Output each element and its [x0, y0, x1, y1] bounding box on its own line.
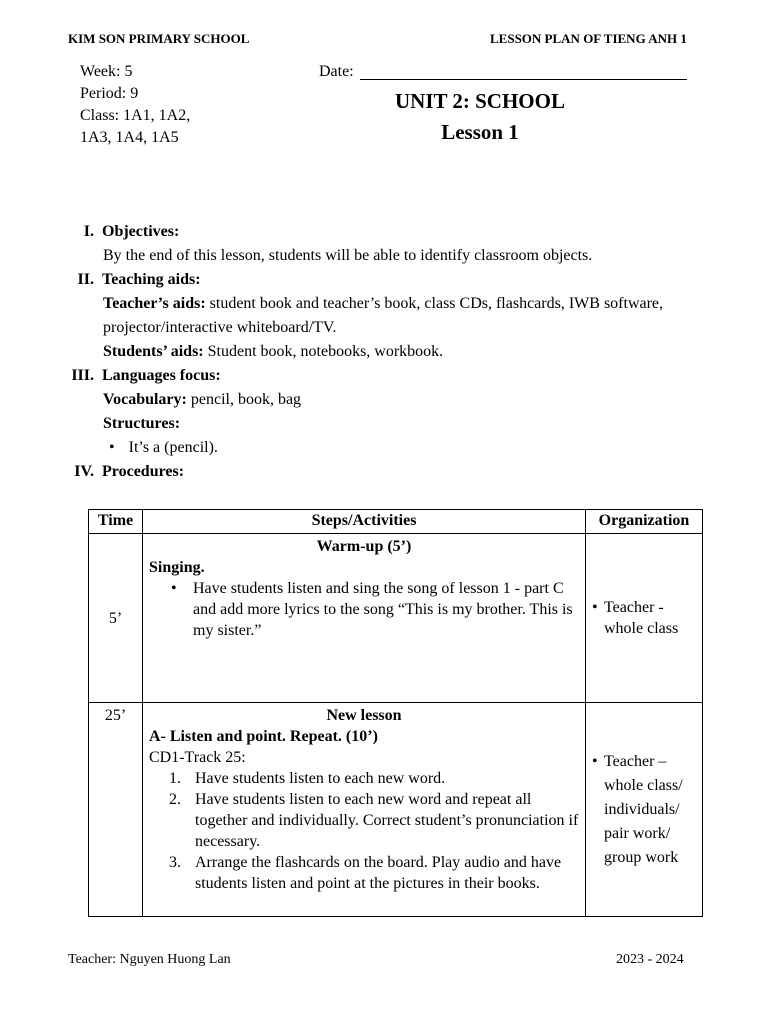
school-name: KIM SON PRIMARY SCHOOL: [68, 31, 250, 46]
stage-title: Warm-up (5’): [316, 538, 412, 555]
section-heading: Languages focus:: [102, 367, 221, 384]
period-label: Period: 9: [80, 85, 139, 102]
structure-item-text: It’s a (pencil).: [128, 439, 218, 456]
lesson-sections: [60, 220, 663, 484]
activities-cell: [143, 703, 586, 917]
lesson-title: Lesson 1: [441, 120, 519, 144]
objectives-text: By the end of this lesson, students will be able to identify classroom objects.: [103, 247, 593, 264]
activity-title: Singing.: [149, 559, 205, 576]
section-heading: Objectives:: [102, 223, 180, 240]
time-cell: [89, 534, 143, 703]
step-list: [149, 768, 579, 894]
school-year: 2023 - 2024: [616, 952, 684, 967]
list-item: • Have students listen and sing the song of lesson 1 - part C and add more lyrics to the song “This is my brother. This is my sister.”: [171, 578, 579, 641]
class-label-line2: 1A3, 1A4, 1A5: [80, 129, 179, 146]
track-label: CD1-Track 25:: [149, 749, 246, 766]
student-aids-label: Students’ aids:: [103, 343, 204, 360]
time-header: Time: [89, 510, 143, 534]
section-heading: Teaching aids:: [102, 271, 201, 288]
plan-title: LESSON PLAN OF TIENG ANH 1: [490, 31, 687, 46]
stage-title: New lesson: [326, 707, 402, 724]
time-value: 25’: [104, 707, 127, 724]
step-text: Have students listen to each new word and repeat all together and individually. Correct student’s pronunciation if necessary.: [195, 791, 579, 850]
date-line: [360, 79, 687, 80]
section-numeral: IV.: [74, 463, 94, 480]
bullet-icon: •: [592, 752, 598, 770]
organization-header: Organization: [586, 510, 703, 534]
step-text: Have students listen to each new word.: [195, 770, 446, 787]
organization-cell: [586, 534, 703, 703]
list-item: 3. Arrange the flashcards on the board. Play audio and have students listen and point at the pictures in their books.: [169, 854, 562, 892]
organization-text: Teacher – whole class/ individuals/ pair work/ group work: [604, 752, 683, 866]
vocabulary-text: pencil, book, bag: [186, 391, 302, 408]
week-label: Week: 5: [80, 63, 133, 80]
time-cell: [89, 703, 143, 917]
teacher-aids-label: Teacher’s aids:: [103, 295, 206, 312]
activities-cell: [143, 534, 586, 703]
table-row: [89, 534, 703, 703]
organization-text: Teacher - whole class: [604, 599, 679, 637]
activity-title: A- Listen and point. Repeat. (10’): [149, 728, 378, 745]
activity-list: [149, 578, 579, 641]
structure-item: [109, 436, 663, 460]
teacher-aids: [103, 292, 663, 316]
list-item: 1. Have students listen to each new word.: [169, 770, 446, 787]
structures-label-text: Structures:: [103, 415, 181, 432]
objectives-heading: [60, 220, 663, 244]
table-row: [89, 703, 703, 917]
step-text: Arrange the flashcards on the board. Play audio and have students listen and point at the pictures in their books.: [195, 854, 562, 892]
bullet-icon: •: [109, 439, 115, 456]
section-numeral: II.: [77, 271, 94, 288]
language-focus-heading: [60, 364, 663, 388]
time-value: 5’: [108, 609, 123, 627]
activities-header: Steps/Activities: [143, 510, 586, 534]
date-label: Date:: [319, 63, 354, 80]
procedures-heading: [60, 460, 663, 484]
vocabulary-label: Vocabulary:: [103, 391, 187, 408]
teaching-aids-heading: [60, 268, 663, 292]
teacher-aids-continued: projector/interactive whiteboard/TV.: [103, 319, 337, 336]
structures-label: [103, 412, 663, 436]
vocabulary: [103, 388, 663, 412]
section-numeral: I.: [83, 223, 94, 240]
unit-title: UNIT 2: SCHOOL: [395, 89, 565, 113]
table-header-row: [89, 510, 703, 534]
procedures-table: [88, 509, 703, 917]
section-numeral: III.: [71, 367, 94, 384]
class-label-line1: Class: 1A1, 1A2,: [80, 107, 191, 124]
section-heading: Procedures:: [102, 463, 185, 480]
meta-block: [80, 61, 190, 149]
list-item: 2. Have students listen to each new word and repeat all together and individually. Correct student’s pronunciation if necessary.: [169, 791, 579, 850]
bullet-icon: •: [592, 599, 598, 616]
student-aids: [103, 340, 663, 364]
teacher-aids-text: student book and teacher’s book, class CDs, flashcards, IWB software,: [205, 295, 664, 312]
organization-cell: [586, 703, 703, 917]
teacher-name: Teacher: Nguyen Huong Lan: [68, 952, 231, 967]
student-aids-text: Student book, notebooks, workbook.: [203, 343, 444, 360]
